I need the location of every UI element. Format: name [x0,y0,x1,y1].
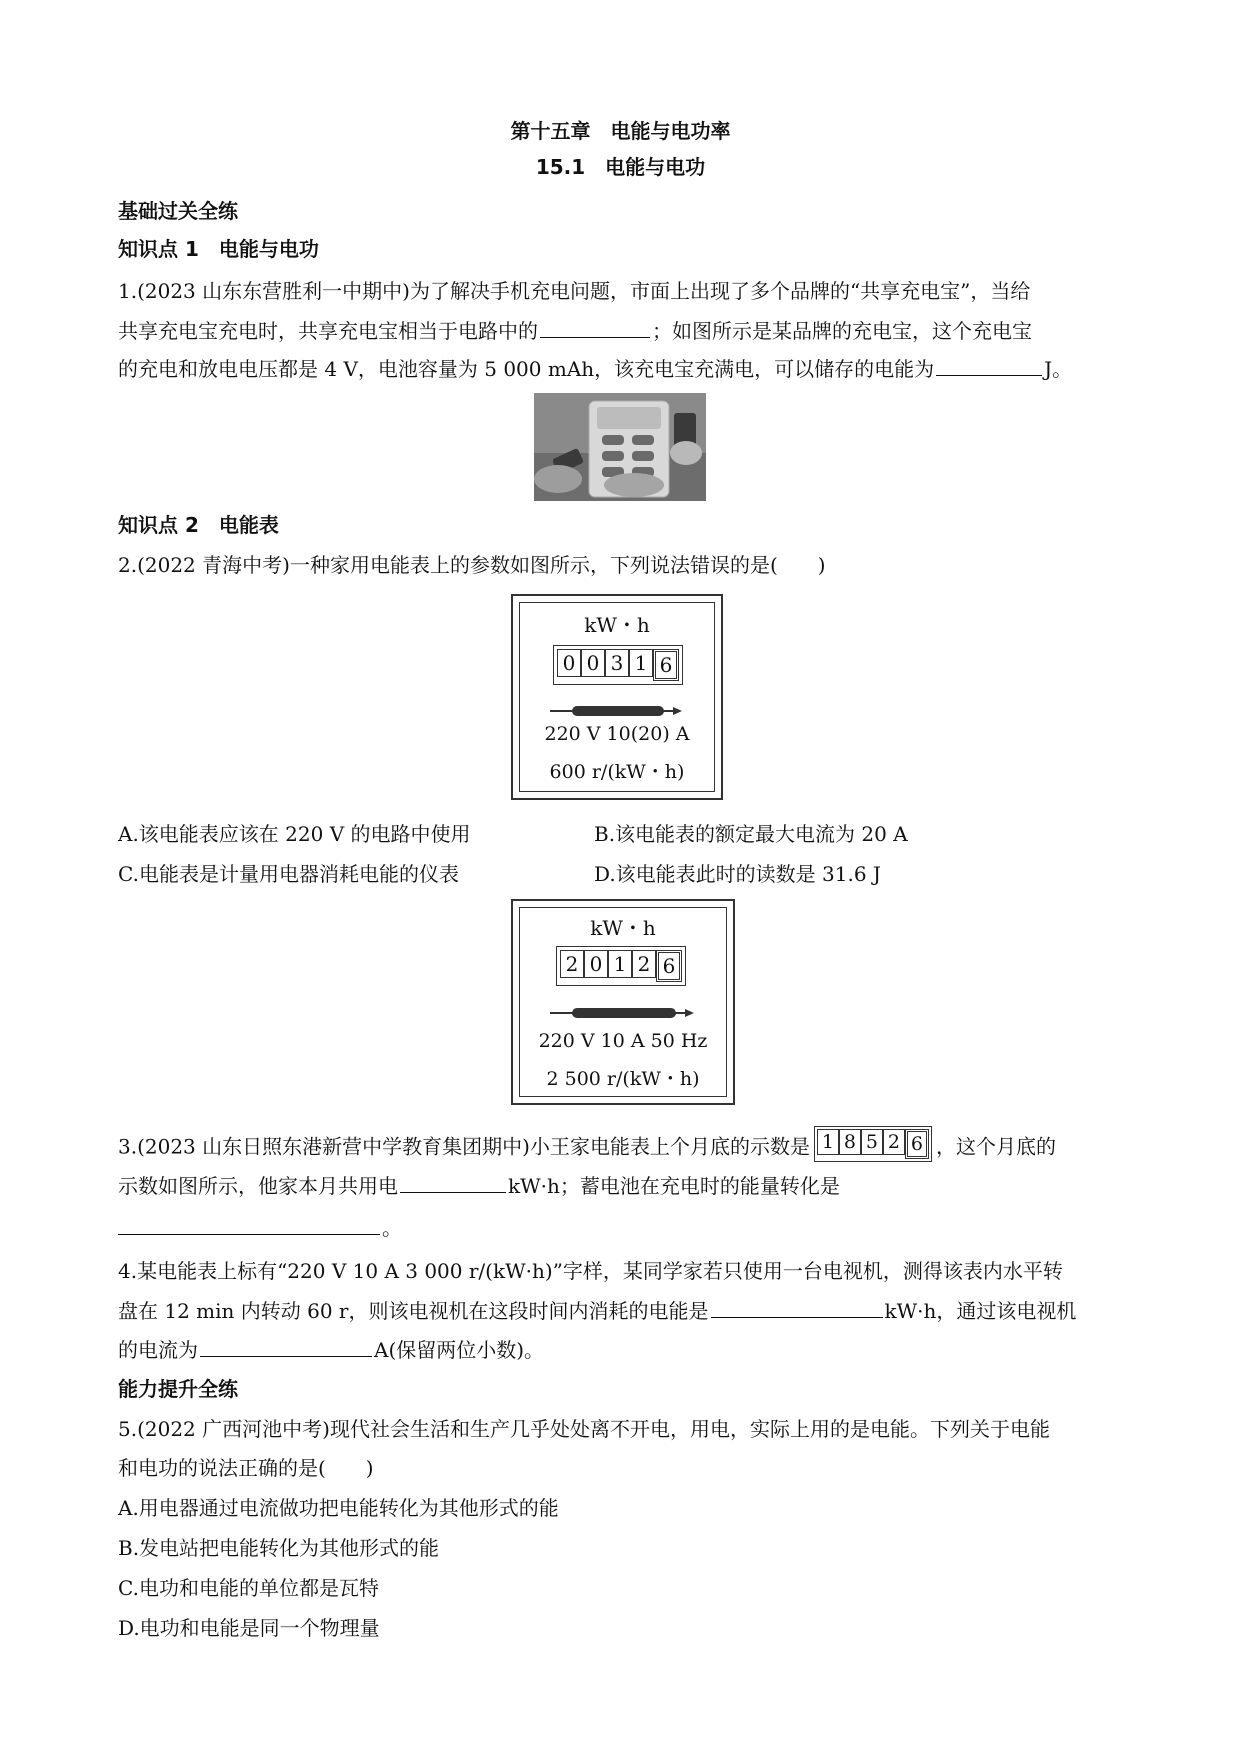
q2-option-d[interactable]: D.该电能表此时的读数是 31.6 J [594,862,881,886]
q2-meter-decimal-digit: 6 [653,649,679,681]
q3-meter-decimal-digit: 6 [656,950,682,982]
q2-rotor-arrow-icon [673,707,682,715]
q5-stem-line2: 和电功的说法正确的是( ) [118,1456,374,1480]
q5-option-a[interactable]: A.用电器通过电流做功把电能转化为其他形式的能 [118,1496,559,1520]
q1-blank-2[interactable] [936,353,1042,376]
q3-rotor-disc [572,1008,676,1018]
q2-option-b[interactable]: B.该电能表的额定最大电流为 20 A [594,822,908,846]
q3-line2b: kW·h；蓄电池在充电时的能量转化是 [508,1174,840,1198]
q3-meter-digit: 2 [632,950,656,978]
q3-inline-digit: 8 [839,1129,861,1155]
q1-line3a: 的充电和放电电压都是 4 V，电池容量为 5 000 mAh，该充电宝充满电，可以储存的电能为 [118,357,935,381]
q1-line3b: J。 [1044,357,1073,381]
q3-meter-spec-1: 220 V 10 A 50 Hz [538,1030,708,1052]
section-basic-heading: 基础过关全练 [118,199,238,223]
q4-line3b: A(保留两位小数)。 [374,1338,545,1362]
q3-meter-digits [556,946,686,986]
q3-meter-inner-frame [519,907,727,1097]
q2-meter-digits [553,645,683,685]
q2-option-a[interactable]: A.该电能表应该在 220 V 的电路中使用 [118,822,471,846]
q3-inline-digit: 2 [883,1129,905,1155]
q1-line2 [118,315,1128,346]
q2-electric-meter [511,594,723,800]
q4-blank-2[interactable] [200,1334,372,1357]
q3-line1 [118,1130,1128,1166]
q3-meter-digit: 1 [608,950,632,978]
q3-inline-digit: 5 [861,1129,883,1155]
q2-meter-digit: 3 [605,649,629,677]
q1-line2b: ；如图所示是某品牌的充电宝，这个充电宝 [652,319,1032,343]
knowledge-point-2-heading: 知识点 2 电能表 [118,513,279,537]
section-title: 15.1 电能与电功 [535,155,706,179]
q5-stem-line1: 5.(2022 广西河池中考)现代社会生活和生产几乎处处离不开电，用电，实际上用的是电能。下列关于电能 [118,1417,1050,1441]
q4-line2 [118,1295,1128,1326]
q5-option-d[interactable]: D.电功和电能是同一个物理量 [118,1616,380,1640]
q2-meter-spec-1: 220 V 10(20) A [544,723,690,745]
q1-line3 [118,353,1128,384]
q2-meter-digit: 0 [581,649,605,677]
q3-meter-digit: 2 [560,950,584,978]
section-advanced-heading: 能力提升全练 [118,1377,238,1401]
q3-blank-1[interactable] [400,1170,506,1193]
q3-line3 [118,1212,1128,1243]
q3-meter-unit: kW・h [590,916,656,940]
q2-meter-digit: 1 [629,649,653,677]
q1-line1: 1.(2023 山东东营胜利一中期中)为了解决手机充电问题，市面上出现了多个品牌的“共享充电宝”，当给 [118,279,1031,303]
q4-line2a: 盘在 12 min 内转动 60 r，则该电视机在这段时间内消耗的电能是 [118,1299,709,1323]
q2-meter-digit: 0 [557,649,581,677]
q3-rotor-arrow-icon [685,1009,694,1017]
q5-option-c[interactable]: C.电功和电能的单位都是瓦特 [118,1576,379,1600]
q4-line3a: 的电流为 [118,1338,198,1362]
q2-meter-spec-2: 600 r/(kW・h) [549,761,685,783]
q2-option-c[interactable]: C.电能表是计量用电器消耗电能的仪表 [118,862,459,886]
q1-blank-1[interactable] [540,315,650,338]
q3-meter-spec-2: 2 500 r/(kW・h) [546,1068,700,1090]
q2-meter-unit: kW・h [584,613,650,637]
q3-inline-decimal-digit: 6 [905,1129,929,1159]
q3-inline-meter-reading [814,1126,932,1162]
q2-rotor-disc [572,706,664,716]
q3-line3-end: 。 [382,1216,402,1240]
q3-blank-2[interactable] [118,1212,380,1235]
q2-meter-inner-frame [519,602,715,792]
q3-electric-meter [511,899,735,1105]
q4-blank-1[interactable] [711,1295,883,1318]
power-bank-photo [534,393,706,501]
q1-line2a: 共享充电宝充电时，共享充电宝相当于电路中的 [118,319,538,343]
q4-line3 [118,1334,1128,1365]
q4-line1: 4.某电能表上标有“220 V 10 A 3 000 r/(kW·h)”字样，某同学家若只使用一台电视机，测得该表内水平转 [118,1259,1063,1283]
chapter-title: 第十五章 电能与电功率 [510,119,731,143]
q3-line2a: 示数如图所示，他家本月共用电 [118,1174,398,1198]
knowledge-point-1-heading: 知识点 1 电能与电功 [118,237,319,261]
q2-stem: 2.(2022 青海中考)一种家用电能表上的参数如图所示，下列说法错误的是( ) [118,553,826,577]
q3-line1a: 3.(2023 山东日照东港新营中学教育集团期中)小王家电能表上个月底的示数是 [118,1134,810,1159]
q3-inline-digit: 1 [817,1129,839,1155]
q3-line2 [118,1170,1128,1201]
q4-line2b: kW·h，通过该电视机 [884,1299,1077,1323]
q3-meter-digit: 0 [584,950,608,978]
q3-line1b: ，这个月底的 [935,1134,1056,1159]
q5-option-b[interactable]: B.发电站把电能转化为其他形式的能 [118,1536,440,1560]
